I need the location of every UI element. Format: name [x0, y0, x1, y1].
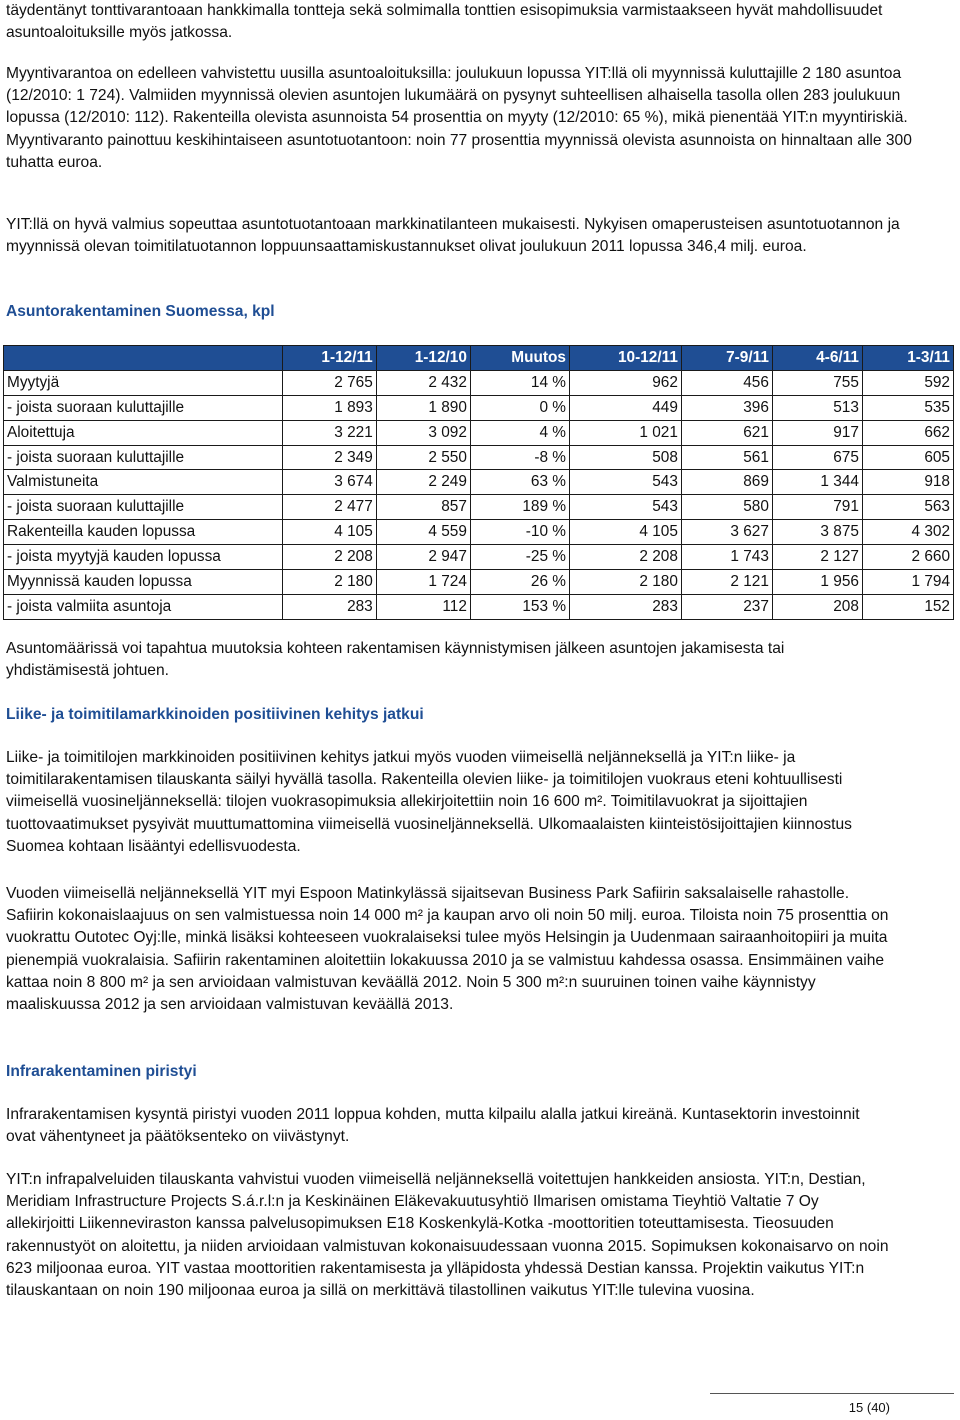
paragraph-myyntivaranto: Myyntivarantoa on edelleen vahvistettu uusilla asuntoaloituksilla: joulukuun lopussa YIT:llä oli myynnissä kuluttajille 2 180 asuntoa (12/2010: 1 724). Valmiiden myynnissä olevien asuntojen lukumäärä on pysynyt suhteellisen alhaisella tasolla ollen 283 joulukuun lopussa (12/2010: 112). Rakenteilla olevista asunnoista 54 prosenttia on myyty (12/2010: 65 %), mikä pienentää YIT:n myyntiriskiä. Myyntivaranto painottuu keskihintaiseen asuntotuotantoon: noin 77 prosenttia myynnissä olevista asunnoista on hinnaltaan alle 300 tuhatta euroa.	[6, 65, 912, 171]
cell: 2 121	[681, 570, 772, 595]
cell: 4 105	[282, 520, 376, 545]
table-row	[4, 495, 954, 520]
column-header: 4-6/11	[772, 346, 862, 371]
column-header: 1-3/11	[862, 346, 953, 371]
table-row	[4, 520, 954, 545]
cell: 513	[772, 395, 862, 420]
cell: 14 %	[470, 370, 569, 395]
heading-infrarakentaminen: Infrarakentaminen piristyi	[6, 1063, 197, 1080]
cell: 283	[570, 594, 682, 619]
cell: 561	[681, 445, 772, 470]
table-row	[4, 594, 954, 619]
cell: 2 208	[570, 545, 682, 570]
cell: 1 021	[570, 420, 682, 445]
column-header-label	[4, 346, 283, 371]
table-header-row	[4, 346, 954, 371]
cell: -8 %	[470, 445, 569, 470]
table-row	[4, 545, 954, 570]
row-label: - joista suoraan kuluttajille	[4, 395, 283, 420]
cell: 1 794	[862, 570, 953, 595]
cell: 869	[681, 470, 772, 495]
column-header: 1-12/10	[376, 346, 470, 371]
cell: 3 875	[772, 520, 862, 545]
cell: 2 180	[570, 570, 682, 595]
table-row	[4, 395, 954, 420]
page-number: 15 (40)	[848, 1400, 890, 1415]
housing-statistics-table	[3, 345, 954, 620]
row-label: - joista suoraan kuluttajille	[4, 445, 283, 470]
row-label: Aloitettuja	[4, 420, 283, 445]
cell: 4 105	[570, 520, 682, 545]
paragraph-toimitilamarkkinat: Liike- ja toimitilojen markkinoiden positiivinen kehitys jatkui myös vuoden viimeisellä neljänneksellä ja YIT:n liike- ja toimitilarakentamisen tilauskanta säilyi hyvällä tasolla. Rakenteilla olevien liike- ja toimitilojen vuokraus eteni kohtuullisesti viimeisellä vuosineljänneksellä: tilojen vuokrasopimuksia allekirjoitettiin noin 16 600 m². Toimitilavuokrat ja sijoittajien tuottovaatimukset pysyivät muuttumattomina viimeisellä vuosineljänneksellä. Ulkomaalaisten kiinteistösijoittajien kiinnostus Suomea kohtaan lisääntyi edellisvuodesta.	[6, 749, 852, 855]
cell: 605	[862, 445, 953, 470]
cell: 208	[772, 594, 862, 619]
cell: 4 %	[470, 420, 569, 445]
cell: 26 %	[470, 570, 569, 595]
cell: 1 893	[282, 395, 376, 420]
cell: 456	[681, 370, 772, 395]
cell: 1 956	[772, 570, 862, 595]
cell: 2 208	[282, 545, 376, 570]
cell: 2 477	[282, 495, 376, 520]
row-label: Valmistuneita	[4, 470, 283, 495]
column-header: 7-9/11	[681, 346, 772, 371]
heading-asuntorakentaminen: Asuntorakentaminen Suomessa, kpl	[6, 303, 275, 320]
cell: 2 127	[772, 545, 862, 570]
cell: 2 660	[862, 545, 953, 570]
cell: 449	[570, 395, 682, 420]
cell: 283	[282, 594, 376, 619]
cell: 3 627	[681, 520, 772, 545]
row-label: Myynnissä kauden lopussa	[4, 570, 283, 595]
table-row	[4, 570, 954, 595]
cell: 3 092	[376, 420, 470, 445]
cell: 508	[570, 445, 682, 470]
paragraph-asuntomaarat: Asuntomäärissä voi tapahtua muutoksia kohteen rakentamisen käynnistymisen jälkeen asuntojen jakamisesta tai yhdistämisestä johtuen.	[6, 640, 785, 680]
cell: -10 %	[470, 520, 569, 545]
cell: 621	[681, 420, 772, 445]
cell: 4 302	[862, 520, 953, 545]
row-label: - joista valmiita asuntoja	[4, 594, 283, 619]
cell: 1 724	[376, 570, 470, 595]
cell: 2 765	[282, 370, 376, 395]
cell: 2 349	[282, 445, 376, 470]
cell: 4 559	[376, 520, 470, 545]
cell: 2 249	[376, 470, 470, 495]
paragraph-tonttivaranto: täydentänyt tonttivarantoaan hankkimalla tontteja sekä solmimalla tonttien esisopimuksia varmistaakseen hyvät mahdollisuudet asuntoaloituksille myös jatkossa.	[6, 2, 883, 42]
cell: 1 344	[772, 470, 862, 495]
paragraph-sopeutus: YIT:llä on hyvä valmius sopeuttaa asuntotuotantoaan markkinatilanteen mukaisesti. Nykyisen omaperusteisen asuntotuotannon ja myynnissä olevan toimitilatuotannon loppuunsaattamiskustannukset olivat joulukuun 2011 lopussa 346,4 milj. euroa.	[6, 216, 900, 256]
cell: 962	[570, 370, 682, 395]
table-row	[4, 370, 954, 395]
cell: 3 674	[282, 470, 376, 495]
cell: 1 890	[376, 395, 470, 420]
cell: 63 %	[470, 470, 569, 495]
cell: 2 947	[376, 545, 470, 570]
heading-liike-toimitila: Liike- ja toimitilamarkkinoiden positiivinen kehitys jatkui	[6, 706, 424, 723]
cell: 152	[862, 594, 953, 619]
cell: 2 180	[282, 570, 376, 595]
cell: 0 %	[470, 395, 569, 420]
cell: 917	[772, 420, 862, 445]
column-header: Muutos	[470, 346, 569, 371]
cell: 543	[570, 470, 682, 495]
cell: 543	[570, 495, 682, 520]
cell: 535	[862, 395, 953, 420]
cell: 2 432	[376, 370, 470, 395]
cell: 791	[772, 495, 862, 520]
cell: 580	[681, 495, 772, 520]
table-row	[4, 420, 954, 445]
cell: 237	[681, 594, 772, 619]
cell: 662	[862, 420, 953, 445]
cell: 3 221	[282, 420, 376, 445]
cell: 2 550	[376, 445, 470, 470]
table-row	[4, 470, 954, 495]
row-label: Myytyjä	[4, 370, 283, 395]
cell: 396	[681, 395, 772, 420]
column-header: 1-12/11	[282, 346, 376, 371]
footer-divider	[710, 1393, 954, 1394]
paragraph-infra-kysynta: Infrarakentamisen kysyntä piristyi vuoden 2011 loppua kohden, mutta kilpailu alalla jatkui kireänä. Kuntasektorin investoinnit ovat vähentyneet ja päätöksenteko on viivästynyt.	[6, 1106, 860, 1146]
cell: -25 %	[470, 545, 569, 570]
cell: 918	[862, 470, 953, 495]
cell: 153 %	[470, 594, 569, 619]
cell: 755	[772, 370, 862, 395]
paragraph-safiiri: Vuoden viimeisellä neljänneksellä YIT myi Espoon Matinkylässä sijaitsevan Business Park Safiirin saksalaiselle rahastolle. Safiirin kokonaislaajuus on sen valmistuessa noin 14 000 m² ja kaupan arvo oli noin 50 milj. euroa. Tiloista noin 75 prosenttia on vuokrattu Outotec Oyj:lle, minkä lisäksi kohteeseen vuokralaiseksi tulee myös Helsingin ja Uudenmaan sairaanhoitopiiri ja muita pienempiä vuokralaisia. Safiirin rakentaminen aloitettiin lokakuussa 2010 ja se valmistuu kahdessa osassa. Ensimmäinen vaihe kattaa noin 8 800 m² ja sen arvioidaan valmistuvan keväällä 2012. Noin 5 300 m²:n suuruinen toinen vaihe käynnistyy maaliskuussa 2012 ja sen arvioidaan valmistuvan keväällä 2013.	[6, 885, 889, 1014]
cell: 592	[862, 370, 953, 395]
cell: 675	[772, 445, 862, 470]
column-header: 10-12/11	[570, 346, 682, 371]
cell: 563	[862, 495, 953, 520]
row-label: - joista suoraan kuluttajille	[4, 495, 283, 520]
cell: 189 %	[470, 495, 569, 520]
row-label: Rakenteilla kauden lopussa	[4, 520, 283, 545]
paragraph-infra-tilauskanta: YIT:n infrapalveluiden tilauskanta vahvistui vuoden viimeisellä neljänneksellä voitettujen hankkeiden ansiosta. YIT:n, Destian, Meridiam Infrastructure Projects S.á.r.l:n ja Keskinäinen Eläkevakuutusyhtiö Ilmarisen omistama Tieyhtiö Valtatie 7 Oy allekirjoitti Liikenneviraston kanssa palvelusopimuksen E18 Koskenkylä-Kotka -moottoritien toteuttamisesta. Tieosuuden rakennustyöt on aloitettu, ja niiden arvioidaan valmistuvan kokonaisuudessaan vuonna 2015. Sopimuksen kokonaisarvo on noin 623 miljoonaa euroa. YIT vastaa moottoritien rakentamisesta ja ylläpidosta yhdessä Destian kanssa. Projektin vaikutus YIT:n tilauskantaan on noin 190 miljoonaa euroa ja sillä on merkittävä tilastollinen vaikutus YIT:lle tulevina vuosina.	[6, 1171, 889, 1300]
cell: 857	[376, 495, 470, 520]
cell: 112	[376, 594, 470, 619]
table-row	[4, 445, 954, 470]
cell: 1 743	[681, 545, 772, 570]
row-label: - joista myytyjä kauden lopussa	[4, 545, 283, 570]
